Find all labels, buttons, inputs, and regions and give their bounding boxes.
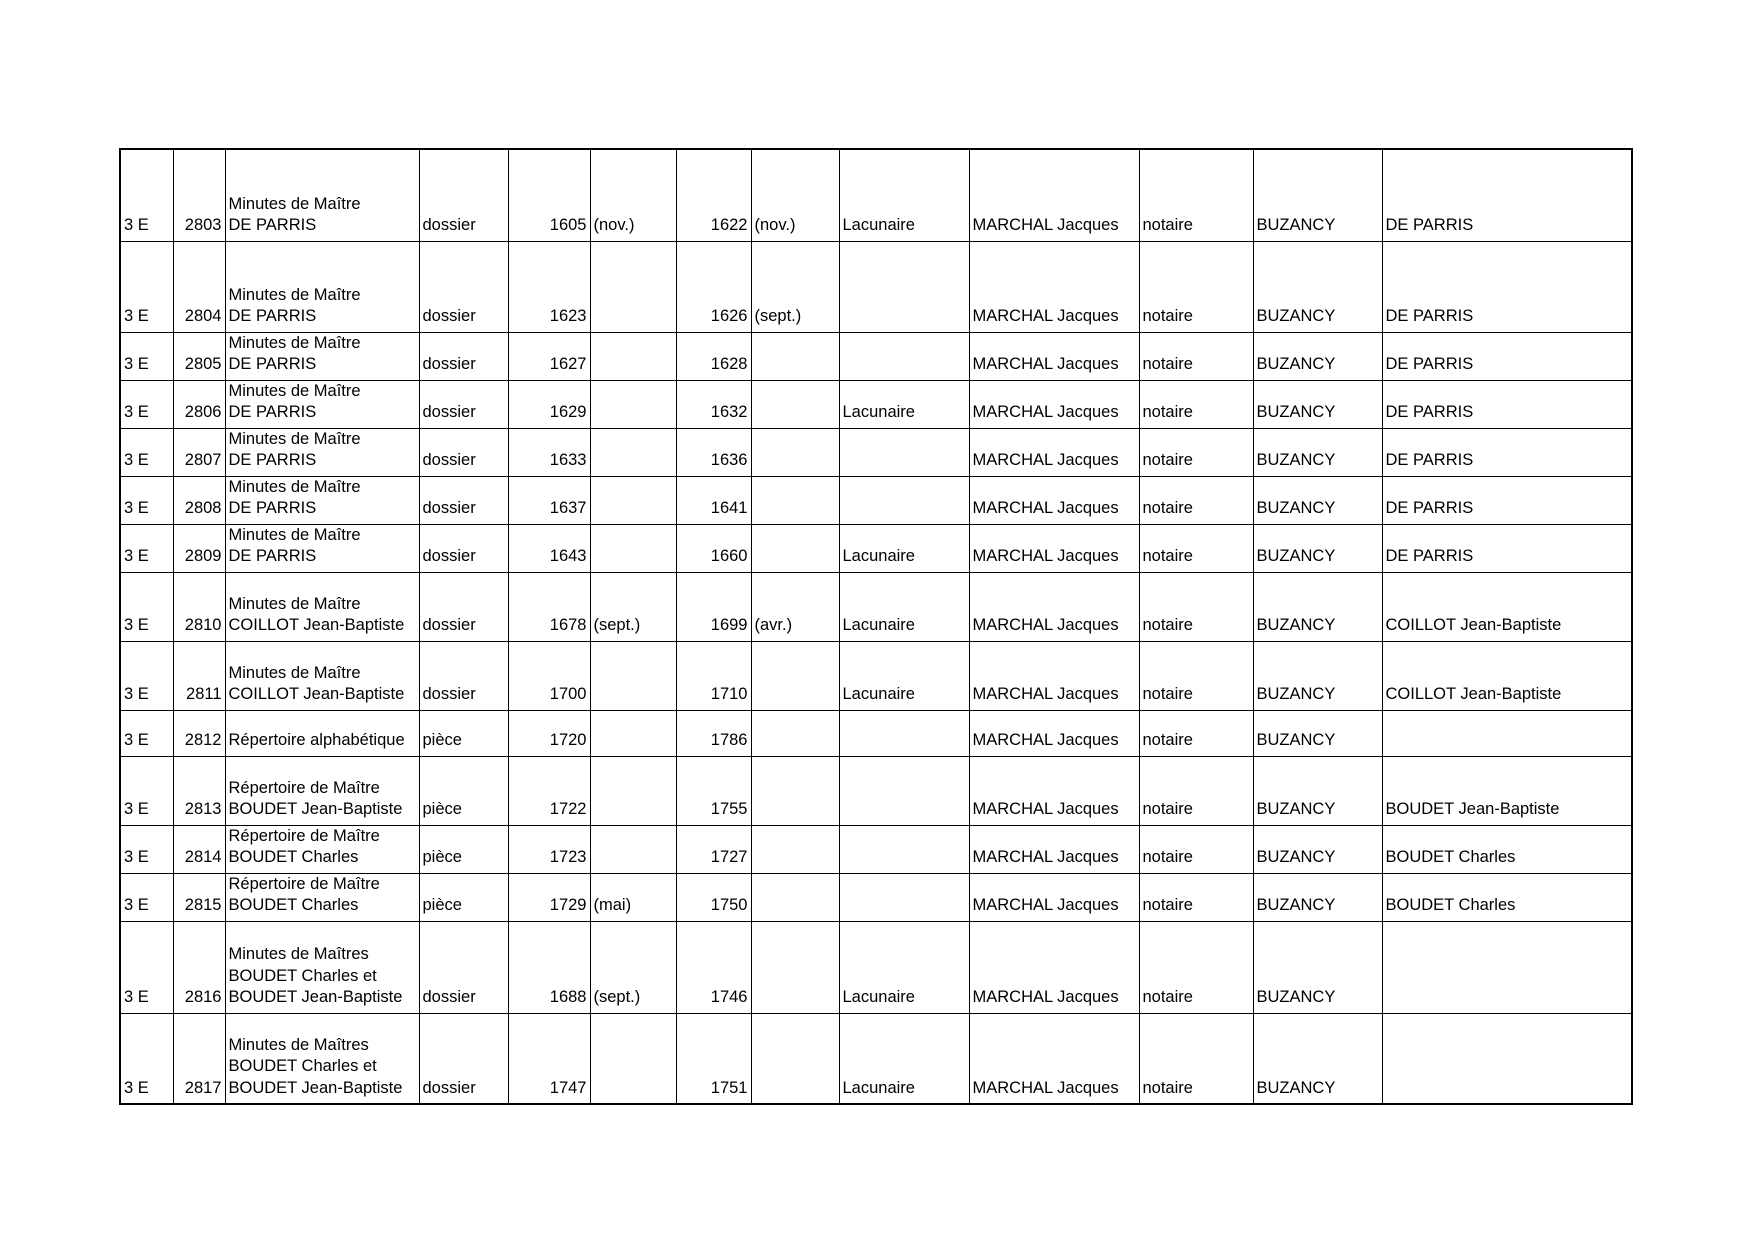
start-note-cell	[590, 241, 676, 332]
series-cell: 3 E	[120, 710, 173, 756]
author-cell: MARCHAL Jacques	[969, 1013, 1139, 1104]
end-year-cell: 1750	[676, 873, 751, 921]
role-cell: notaire	[1139, 756, 1253, 825]
title-line: BOUDET Charles et	[228, 966, 377, 985]
notary-cell: BOUDET Charles	[1382, 825, 1632, 873]
title-cell	[225, 380, 419, 428]
author-cell: MARCHAL Jacques	[969, 380, 1139, 428]
remark-cell: Lacunaire	[839, 149, 969, 241]
notary-cell: DE PARRIS	[1382, 476, 1632, 524]
start-note-cell	[590, 380, 676, 428]
end-year-cell: 1660	[676, 524, 751, 572]
start-note-cell	[590, 524, 676, 572]
notary-cell: DE PARRIS	[1382, 241, 1632, 332]
notary-cell: DE PARRIS	[1382, 380, 1632, 428]
series-cell: 3 E	[120, 332, 173, 380]
title-line: Répertoire alphabétique	[228, 731, 405, 749]
table-row	[120, 825, 1632, 873]
role-cell: notaire	[1139, 380, 1253, 428]
place-cell: BUZANCY	[1253, 641, 1382, 710]
title-line: BOUDET Jean-Baptiste	[228, 800, 403, 818]
table-row	[120, 149, 1632, 241]
table-row	[120, 476, 1632, 524]
role-cell: notaire	[1139, 476, 1253, 524]
notary-cell	[1382, 710, 1632, 756]
type-cell: dossier	[419, 1013, 508, 1104]
remark-cell: Lacunaire	[839, 380, 969, 428]
title-line: Minutes de Maîtres	[228, 945, 369, 963]
title-line: BOUDET Jean-Baptiste	[228, 988, 403, 1006]
remark-cell	[839, 825, 969, 873]
remark-cell	[839, 756, 969, 825]
title-cell	[225, 641, 419, 710]
start-year-cell: 1623	[508, 241, 590, 332]
number-cell: 2815	[173, 873, 225, 921]
title-cell	[225, 921, 419, 1013]
remark-cell	[839, 428, 969, 476]
author-cell: MARCHAL Jacques	[969, 572, 1139, 641]
title-cell	[225, 241, 419, 332]
role-cell: notaire	[1139, 873, 1253, 921]
remark-cell: Lacunaire	[839, 1013, 969, 1104]
end-note-cell	[751, 921, 839, 1013]
role-cell: notaire	[1139, 332, 1253, 380]
end-year-cell: 1626	[676, 241, 751, 332]
number-cell: 2811	[173, 641, 225, 710]
place-cell: BUZANCY	[1253, 873, 1382, 921]
author-cell: MARCHAL Jacques	[969, 332, 1139, 380]
title-line: DE PARRIS	[228, 216, 317, 234]
type-cell: pièce	[419, 710, 508, 756]
type-cell: dossier	[419, 380, 508, 428]
number-cell: 2812	[173, 710, 225, 756]
number-cell: 2817	[173, 1013, 225, 1104]
number-cell: 2816	[173, 921, 225, 1013]
place-cell: BUZANCY	[1253, 756, 1382, 825]
number-cell: 2806	[173, 380, 225, 428]
end-year-cell: 1628	[676, 332, 751, 380]
archive-register-table	[119, 148, 1633, 1105]
table-row	[120, 1013, 1632, 1104]
notary-cell: DE PARRIS	[1382, 332, 1632, 380]
title-cell	[225, 149, 419, 241]
end-year-cell: 1699	[676, 572, 751, 641]
number-cell: 2813	[173, 756, 225, 825]
notary-cell: DE PARRIS	[1382, 428, 1632, 476]
number-cell: 2814	[173, 825, 225, 873]
title-cell	[225, 873, 419, 921]
title-line: COILLOT Jean-Baptiste	[228, 616, 405, 634]
end-note-cell	[751, 1013, 839, 1104]
title-line: Minutes de Maîtres	[228, 1035, 369, 1054]
end-year-cell: 1727	[676, 825, 751, 873]
author-cell: MARCHAL Jacques	[969, 825, 1139, 873]
series-cell: 3 E	[120, 524, 173, 572]
start-note-cell: (sept.)	[590, 572, 676, 641]
remark-cell	[839, 241, 969, 332]
series-cell: 3 E	[120, 476, 173, 524]
title-line: COILLOT Jean-Baptiste	[228, 685, 405, 703]
title-line: Minutes de Maître	[228, 429, 361, 448]
remark-cell	[839, 476, 969, 524]
table-row	[120, 873, 1632, 921]
end-note-cell	[751, 641, 839, 710]
title-line: BOUDET Charles	[228, 848, 359, 866]
type-cell: dossier	[419, 149, 508, 241]
start-year-cell: 1688	[508, 921, 590, 1013]
end-note-cell: (sept.)	[751, 241, 839, 332]
table-row	[120, 524, 1632, 572]
title-cell	[225, 476, 419, 524]
type-cell: pièce	[419, 756, 508, 825]
start-year-cell: 1722	[508, 756, 590, 825]
place-cell: BUZANCY	[1253, 921, 1382, 1013]
notary-cell: BOUDET Charles	[1382, 873, 1632, 921]
end-year-cell: 1710	[676, 641, 751, 710]
role-cell: notaire	[1139, 149, 1253, 241]
title-line: Minutes de Maître	[228, 663, 361, 682]
table-row	[120, 921, 1632, 1013]
title-line: Minutes de Maître	[228, 333, 361, 352]
title-line: DE PARRIS	[228, 547, 317, 565]
series-cell: 3 E	[120, 572, 173, 641]
author-cell: MARCHAL Jacques	[969, 241, 1139, 332]
end-note-cell	[751, 825, 839, 873]
start-year-cell: 1633	[508, 428, 590, 476]
start-year-cell: 1629	[508, 380, 590, 428]
author-cell: MARCHAL Jacques	[969, 641, 1139, 710]
role-cell: notaire	[1139, 825, 1253, 873]
title-line: DE PARRIS	[228, 499, 317, 517]
start-year-cell: 1637	[508, 476, 590, 524]
end-note-cell	[751, 332, 839, 380]
end-note-cell	[751, 428, 839, 476]
title-line: BOUDET Charles	[228, 896, 359, 914]
series-cell: 3 E	[120, 428, 173, 476]
table-row	[120, 641, 1632, 710]
start-note-cell	[590, 825, 676, 873]
title-line: DE PARRIS	[228, 355, 317, 373]
remark-cell: Lacunaire	[839, 921, 969, 1013]
start-year-cell: 1643	[508, 524, 590, 572]
author-cell: MARCHAL Jacques	[969, 921, 1139, 1013]
notary-cell: DE PARRIS	[1382, 524, 1632, 572]
role-cell: notaire	[1139, 524, 1253, 572]
title-line: DE PARRIS	[228, 307, 317, 325]
type-cell: dossier	[419, 572, 508, 641]
table-row	[120, 332, 1632, 380]
end-note-cell	[751, 873, 839, 921]
role-cell: notaire	[1139, 241, 1253, 332]
author-cell: MARCHAL Jacques	[969, 710, 1139, 756]
place-cell: BUZANCY	[1253, 380, 1382, 428]
title-cell	[225, 332, 419, 380]
series-cell: 3 E	[120, 873, 173, 921]
title-cell	[225, 524, 419, 572]
place-cell: BUZANCY	[1253, 825, 1382, 873]
author-cell: MARCHAL Jacques	[969, 428, 1139, 476]
end-year-cell: 1636	[676, 428, 751, 476]
number-cell: 2803	[173, 149, 225, 241]
start-note-cell	[590, 641, 676, 710]
author-cell: MARCHAL Jacques	[969, 476, 1139, 524]
notary-cell: DE PARRIS	[1382, 149, 1632, 241]
title-line: Répertoire de Maître	[228, 874, 380, 893]
title-cell	[225, 428, 419, 476]
series-cell: 3 E	[120, 1013, 173, 1104]
place-cell: BUZANCY	[1253, 710, 1382, 756]
title-line: Minutes de Maître	[228, 477, 361, 496]
notary-cell: BOUDET Jean-Baptiste	[1382, 756, 1632, 825]
number-cell: 2805	[173, 332, 225, 380]
table-row	[120, 572, 1632, 641]
table-row	[120, 756, 1632, 825]
type-cell: dossier	[419, 921, 508, 1013]
remark-cell	[839, 332, 969, 380]
number-cell: 2807	[173, 428, 225, 476]
author-cell: MARCHAL Jacques	[969, 756, 1139, 825]
start-note-cell: (mai)	[590, 873, 676, 921]
start-note-cell: (sept.)	[590, 921, 676, 1013]
remark-cell	[839, 710, 969, 756]
end-year-cell: 1746	[676, 921, 751, 1013]
table-row	[120, 710, 1632, 756]
title-line: Minutes de Maître	[228, 285, 361, 304]
remark-cell	[839, 873, 969, 921]
notary-cell: COILLOT Jean-Baptiste	[1382, 641, 1632, 710]
title-line: Répertoire de Maître	[228, 826, 380, 845]
type-cell: dossier	[419, 241, 508, 332]
author-cell: MARCHAL Jacques	[969, 149, 1139, 241]
end-note-cell	[751, 524, 839, 572]
type-cell: dossier	[419, 428, 508, 476]
type-cell: dossier	[419, 476, 508, 524]
title-line: Minutes de Maître	[228, 525, 361, 544]
place-cell: BUZANCY	[1253, 241, 1382, 332]
title-cell	[225, 756, 419, 825]
start-year-cell: 1605	[508, 149, 590, 241]
place-cell: BUZANCY	[1253, 1013, 1382, 1104]
table-row	[120, 428, 1632, 476]
start-year-cell: 1723	[508, 825, 590, 873]
start-year-cell: 1720	[508, 710, 590, 756]
series-cell: 3 E	[120, 641, 173, 710]
series-cell: 3 E	[120, 380, 173, 428]
remark-cell: Lacunaire	[839, 524, 969, 572]
end-note-cell	[751, 380, 839, 428]
title-line: Minutes de Maître	[228, 594, 361, 613]
end-year-cell: 1786	[676, 710, 751, 756]
remark-cell: Lacunaire	[839, 572, 969, 641]
series-cell: 3 E	[120, 756, 173, 825]
title-cell	[225, 572, 419, 641]
table-row	[120, 241, 1632, 332]
author-cell: MARCHAL Jacques	[969, 873, 1139, 921]
end-year-cell: 1622	[676, 149, 751, 241]
start-year-cell: 1729	[508, 873, 590, 921]
place-cell: BUZANCY	[1253, 476, 1382, 524]
role-cell: notaire	[1139, 921, 1253, 1013]
start-note-cell	[590, 756, 676, 825]
author-cell: MARCHAL Jacques	[969, 524, 1139, 572]
title-line: DE PARRIS	[228, 451, 317, 469]
start-note-cell	[590, 476, 676, 524]
series-cell: 3 E	[120, 149, 173, 241]
series-cell: 3 E	[120, 241, 173, 332]
start-year-cell: 1747	[508, 1013, 590, 1104]
title-line: BOUDET Jean-Baptiste	[228, 1078, 403, 1097]
type-cell: pièce	[419, 825, 508, 873]
notary-cell: COILLOT Jean-Baptiste	[1382, 572, 1632, 641]
end-year-cell: 1751	[676, 1013, 751, 1104]
end-note-cell: (avr.)	[751, 572, 839, 641]
start-note-cell	[590, 332, 676, 380]
table-row	[120, 380, 1632, 428]
notary-cell	[1382, 921, 1632, 1013]
title-line: Minutes de Maître	[228, 381, 361, 400]
start-note-cell	[590, 428, 676, 476]
title-line: DE PARRIS	[228, 403, 317, 421]
number-cell: 2810	[173, 572, 225, 641]
start-note-cell: (nov.)	[590, 149, 676, 241]
role-cell: notaire	[1139, 1013, 1253, 1104]
end-year-cell: 1755	[676, 756, 751, 825]
end-note-cell: (nov.)	[751, 149, 839, 241]
series-cell: 3 E	[120, 921, 173, 1013]
start-note-cell	[590, 1013, 676, 1104]
role-cell: notaire	[1139, 710, 1253, 756]
place-cell: BUZANCY	[1253, 149, 1382, 241]
type-cell: dossier	[419, 332, 508, 380]
end-year-cell: 1641	[676, 476, 751, 524]
end-year-cell: 1632	[676, 380, 751, 428]
title-cell	[225, 1013, 419, 1104]
place-cell: BUZANCY	[1253, 428, 1382, 476]
type-cell: dossier	[419, 641, 508, 710]
title-line: Minutes de Maître	[228, 194, 361, 213]
role-cell: notaire	[1139, 428, 1253, 476]
number-cell: 2804	[173, 241, 225, 332]
type-cell: pièce	[419, 873, 508, 921]
role-cell: notaire	[1139, 572, 1253, 641]
role-cell: notaire	[1139, 641, 1253, 710]
place-cell: BUZANCY	[1253, 572, 1382, 641]
end-note-cell	[751, 756, 839, 825]
start-year-cell: 1627	[508, 332, 590, 380]
notary-cell	[1382, 1013, 1632, 1104]
start-year-cell: 1678	[508, 572, 590, 641]
number-cell: 2809	[173, 524, 225, 572]
end-note-cell	[751, 476, 839, 524]
place-cell: BUZANCY	[1253, 332, 1382, 380]
start-note-cell	[590, 710, 676, 756]
title-line: Répertoire de Maître	[228, 778, 380, 797]
title-cell	[225, 710, 419, 756]
title-cell	[225, 825, 419, 873]
title-line: BOUDET Charles et	[228, 1057, 377, 1075]
end-note-cell	[751, 710, 839, 756]
type-cell: dossier	[419, 524, 508, 572]
series-cell: 3 E	[120, 825, 173, 873]
place-cell: BUZANCY	[1253, 524, 1382, 572]
number-cell: 2808	[173, 476, 225, 524]
start-year-cell: 1700	[508, 641, 590, 710]
remark-cell: Lacunaire	[839, 641, 969, 710]
